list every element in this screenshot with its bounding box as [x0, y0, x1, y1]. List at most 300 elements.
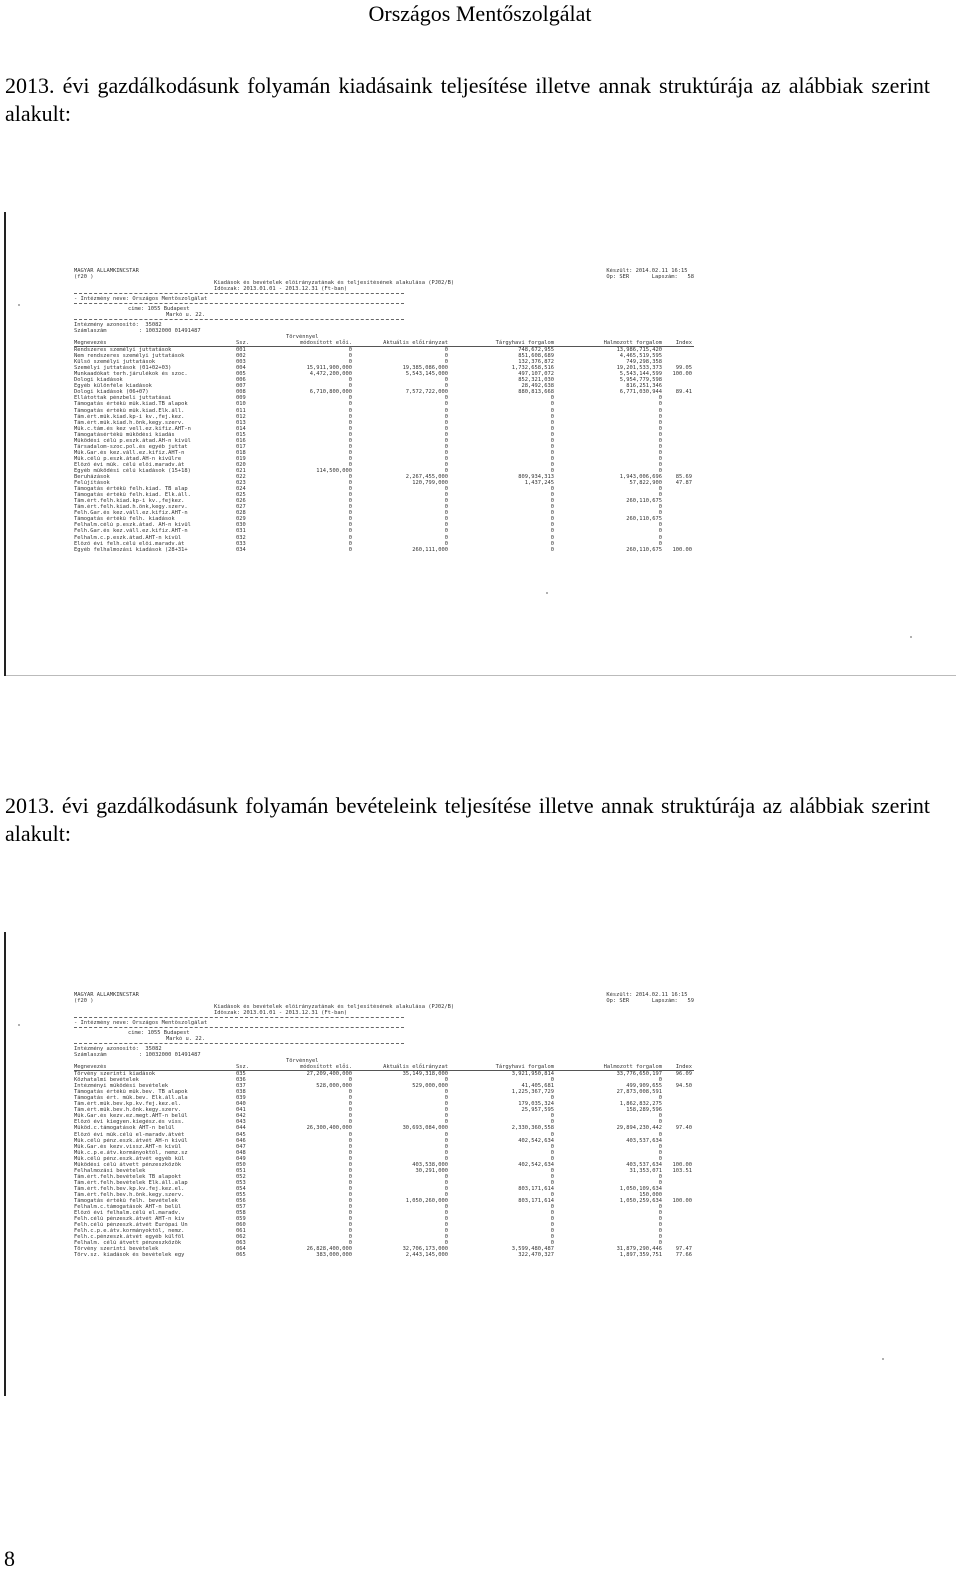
table-row — [74, 547, 694, 553]
table-cell: 1,050,109,634 — [619, 1185, 662, 1192]
table-cell: 0 — [348, 377, 352, 384]
table-cell: 0 — [444, 522, 448, 529]
table-cell: 057 — [236, 1204, 246, 1211]
table-cell: 0 — [348, 516, 352, 523]
table-cell: Támogatás értékű műk.bev. TB alapok — [74, 1089, 188, 1096]
table-cell: 0 — [658, 1222, 662, 1229]
table-cell: 97.40 — [675, 1125, 692, 1132]
scan-speck — [18, 1024, 20, 1026]
table-cell: 0 — [444, 461, 448, 468]
table-cell: 0 — [348, 492, 352, 499]
table-cell: 0 — [444, 1089, 448, 1096]
table-cell: 034 — [236, 546, 246, 553]
divider — [74, 1027, 404, 1028]
table-cell: 003 — [236, 359, 246, 366]
table-cell: 0 — [550, 516, 554, 523]
table-cell: 0 — [444, 395, 448, 402]
table-cell: 0 — [550, 443, 554, 450]
table-cell: 803,171,614 — [518, 1185, 554, 1192]
report-form: (f20 ) — [74, 998, 94, 1004]
scan-speck — [910, 636, 912, 638]
table-cell: 0 — [348, 455, 352, 462]
table-cell: 0 — [658, 486, 662, 493]
table-cell: 99.05 — [675, 365, 692, 372]
table-cell: 0 — [658, 522, 662, 529]
table-cell: 0 — [444, 516, 448, 523]
report-org: MAGYAR ÁLLAMKINCSTÁR — [74, 992, 139, 998]
table-cell: Támogatás értékű felh. kiadások — [74, 516, 175, 523]
table-cell: 060 — [236, 1222, 246, 1229]
table-cell: 0 — [444, 1143, 448, 1150]
table-cell: 57,822,900 — [629, 480, 662, 487]
table-cell: Támogatás értékű felh.kiad. TB alap — [74, 486, 188, 493]
report-address-line2: Markó u. 22. — [166, 1036, 205, 1042]
column-header: módosított elői. — [300, 340, 352, 346]
table-cell: 32,706,173,000 — [402, 1246, 448, 1253]
table-cell: 0 — [658, 395, 662, 402]
table-cell: Támogatás értékű felh. bevételek — [74, 1198, 178, 1205]
table-cell: Támogatásértékű működési kiadás — [74, 431, 175, 438]
report-op: Op: SER Lapszám: 58 — [606, 274, 694, 280]
table-cell: 2,330,360,558 — [511, 1125, 554, 1132]
table-cell: 0 — [444, 1222, 448, 1229]
report-institution: - Intézmény neve: Országos Mentőszolgálat — [74, 1020, 208, 1026]
table-cell: 010 — [236, 401, 246, 408]
table-cell: 0 — [348, 1149, 352, 1156]
table-cell: 021 — [236, 467, 246, 474]
table-cell: 0 — [444, 1216, 448, 1223]
table-cell: 96.09 — [675, 1071, 692, 1078]
table-cell: 0 — [550, 407, 554, 414]
table-cell: Felh.c.pénzeszk.átvét egyéb külföl — [74, 1234, 185, 1241]
table-cell: 3,921,950,814 — [511, 1071, 554, 1078]
table-cell: 3,599,480,487 — [511, 1246, 554, 1253]
table-cell: 0 — [444, 1228, 448, 1235]
table-cell: 0 — [348, 1137, 352, 1144]
table-cell: Rendszeres személyi juttatások — [74, 347, 172, 354]
table-cell: 0 — [348, 1089, 352, 1096]
table-cell: 052 — [236, 1173, 246, 1180]
report-meta — [606, 268, 694, 280]
table-cell: 47.87 — [675, 480, 692, 487]
table-cell: Tám.ért.felh.bev.kp.kv.fej.kez.el. — [74, 1185, 185, 1192]
table-cell: 042 — [236, 1113, 246, 1120]
table-cell: 0 — [348, 1234, 352, 1241]
table-cell: 4,472,200,000 — [309, 371, 352, 378]
table-cell: Felhalmozási bevételek — [74, 1167, 146, 1174]
table-cell: 114,500,000 — [316, 467, 352, 474]
column-header: Megnevezés — [74, 1064, 107, 1070]
report-title: Kiadások és bevételek előirányzatának és teljesítésének alakulása (PJ02/B) — [214, 280, 455, 286]
scan-speck — [882, 1358, 884, 1360]
table-cell: 0 — [550, 431, 554, 438]
table-cell: 0 — [550, 1210, 554, 1217]
table-cell: 017 — [236, 443, 246, 450]
table-cell: Működési célú átvett pénzeszközök — [74, 1161, 182, 1168]
table-cell: 0 — [348, 1216, 352, 1223]
table-cell: 0 — [348, 401, 352, 408]
table-cell: 0 — [348, 1161, 352, 1168]
table-cell: 0 — [444, 431, 448, 438]
table-cell: 0 — [658, 461, 662, 468]
table-cell: 0 — [444, 1077, 448, 1084]
table-cell: 0 — [444, 419, 448, 426]
table-cell: 0 — [550, 1155, 554, 1162]
table-cell: Felhalm. célú átvett pénzeszközök — [74, 1240, 182, 1247]
table-cell: 0 — [658, 1131, 662, 1138]
table-cell: 0 — [550, 1131, 554, 1138]
table-cell: 260,110,675 — [626, 516, 662, 523]
table-cell: Tám.ért.műk.kiad.h.önk,kegy.szerv. — [74, 419, 185, 426]
table-cell: 0 — [550, 437, 554, 444]
table-cell: 0 — [658, 1204, 662, 1211]
table-cell: 15,911,900,000 — [306, 365, 352, 372]
column-header: módosított elői. — [300, 1064, 352, 1070]
table-cell: 0 — [550, 1228, 554, 1235]
report-period: Időszak: 2013.01.01 - 2013.12.31 (Ft-ban) — [214, 286, 348, 292]
table-cell: 5,954,779,598 — [619, 377, 662, 384]
table-cell: Felújítások — [74, 480, 110, 487]
table-cell: 0 — [348, 1167, 352, 1174]
table-cell: 0 — [348, 1173, 352, 1180]
table-cell: 0 — [658, 437, 662, 444]
table-cell: 0 — [550, 1204, 554, 1211]
table-cell: Törvény szerinti bevételek — [74, 1246, 159, 1253]
table-cell: 0 — [550, 467, 554, 474]
table-cell: 35,149,318,000 — [402, 1071, 448, 1078]
table-cell: 0 — [658, 431, 662, 438]
table-cell: 497,107,072 — [518, 371, 554, 378]
table-cell: 880,813,668 — [518, 389, 554, 396]
table-cell: Felh.Gar.és kez.váll.ez.kifiz.ÁHT-n — [74, 528, 188, 535]
table-cell: Törv.sz. kiadások és bevételek egy — [74, 1252, 185, 1259]
table-cell: 058 — [236, 1210, 246, 1217]
table-cell: 6,771,030,944 — [619, 389, 662, 396]
table-cell: 28,492,638 — [521, 383, 554, 390]
table-cell: 100.00 — [672, 1161, 692, 1168]
table-cell: 132,376,872 — [518, 359, 554, 366]
table-cell: Tám.ért.műk.bev.kp.kv.fej.kez.el. — [74, 1101, 182, 1108]
table-cell: Felh.célú pénzeszk.átvét ÁHT-n kív — [74, 1216, 185, 1223]
table-cell: 018 — [236, 449, 246, 456]
table-cell: 019 — [236, 455, 246, 462]
report-op: Op: SER Lapszám: 59 — [606, 998, 694, 1004]
table-cell: Nem rendszeres személyi juttatások — [74, 353, 185, 360]
table-cell: 0 — [348, 347, 352, 354]
table-cell: 0 — [348, 1228, 352, 1235]
table-cell: Beruházások — [74, 474, 110, 481]
table-cell: Műk.c.tám.és kez vell.ez.kifiz.ÁHT-n — [74, 425, 191, 432]
table-cell: 19,201,533,373 — [616, 365, 662, 372]
table-cell: 0 — [444, 1131, 448, 1138]
table-cell: 1,050,260,000 — [405, 1198, 448, 1205]
table-cell: 0 — [348, 1131, 352, 1138]
table-cell: 77.66 — [675, 1252, 692, 1259]
table-cell: 0 — [444, 492, 448, 499]
table-cell: 41,405,681 — [521, 1083, 554, 1090]
table-cell: 0 — [444, 467, 448, 474]
table-cell: 0 — [444, 486, 448, 493]
table-cell: 050 — [236, 1161, 246, 1168]
table-cell: 0 — [348, 528, 352, 535]
table-cell: 1,050,259,634 — [619, 1198, 662, 1205]
table-cell: 30,693,084,000 — [402, 1125, 448, 1132]
table-cell: Tám.ért.műk.bev.h.önk.kegy.szerv. — [74, 1107, 182, 1114]
table-cell: 0 — [444, 1191, 448, 1198]
table-cell: Támogatás értékű műk.kiad.Elk.áll. — [74, 407, 185, 414]
table-cell: 0 — [348, 1155, 352, 1162]
report-org: MAGYAR ÁLLAMKINCSTÁR — [74, 268, 139, 274]
table-cell: 1,943,006,696 — [619, 474, 662, 481]
table-cell: 0 — [348, 1113, 352, 1120]
table-cell: 0 — [444, 498, 448, 505]
table-cell: 0 — [444, 1155, 448, 1162]
table-cell: 049 — [236, 1155, 246, 1162]
table-cell: 0 — [658, 1077, 662, 1084]
table-cell: 179,035,324 — [518, 1101, 554, 1108]
table-cell: 0 — [348, 1077, 352, 1084]
table-cell: 0 — [658, 504, 662, 511]
table-cell: 0 — [658, 1113, 662, 1120]
table-cell: Felhalm.célú p.eszk.átad. ÁH-n kívül — [74, 522, 191, 529]
table-cell: 014 — [236, 425, 246, 432]
table-cell: Támogatás értékű felh.kiad. Elk.áll. — [74, 492, 191, 499]
table-cell: 150,000 — [639, 1191, 662, 1198]
table-cell: 0 — [658, 1173, 662, 1180]
report-table-body — [74, 347, 694, 553]
table-cell: 499,909,655 — [626, 1083, 662, 1090]
report-meta — [606, 992, 694, 1004]
table-cell: Támogatás értékű műk.kiad.TB alapok — [74, 401, 188, 408]
table-cell: Törvény szerinti kiadások — [74, 1071, 156, 1078]
table-cell: 031 — [236, 528, 246, 535]
scanned-report-expenditures — [4, 212, 956, 676]
table-cell: 0 — [550, 1149, 554, 1156]
table-cell: 065 — [236, 1252, 246, 1259]
table-cell: 054 — [236, 1185, 246, 1192]
column-header: Ssz. — [236, 1064, 249, 1070]
table-cell: 26,300,400,000 — [306, 1125, 352, 1132]
table-cell: 158,289,596 — [626, 1107, 662, 1114]
table-cell: 0 — [444, 540, 448, 547]
table-cell: Előző évi műk. célú elői.maradv.át — [74, 461, 185, 468]
table-cell: 0 — [444, 1173, 448, 1180]
table-cell: 0 — [658, 1240, 662, 1247]
table-cell: 0 — [658, 510, 662, 517]
table-cell: Egyéb különféle kiadások — [74, 383, 152, 390]
table-cell: 046 — [236, 1137, 246, 1144]
table-cell: 383,000,000 — [316, 1252, 352, 1259]
table-cell: 020 — [236, 461, 246, 468]
table-cell: 0 — [550, 486, 554, 493]
report-institution: - Intézmény neve: Országos Mentőszolgálat — [74, 296, 208, 302]
report-institution-id: Intézmény azonosító: 35082 — [74, 322, 162, 328]
table-cell: 0 — [550, 1167, 554, 1174]
table-cell: 033 — [236, 540, 246, 547]
table-cell: 044 — [236, 1125, 246, 1132]
column-header: Megnevezés — [74, 340, 107, 346]
table-cell: 0 — [348, 504, 352, 511]
column-header-top: Törvénnyel — [286, 1058, 319, 1064]
table-cell: 89.41 — [675, 389, 692, 396]
table-cell: 1,862,832,275 — [619, 1101, 662, 1108]
scan-speck — [18, 304, 20, 306]
table-cell: 012 — [236, 413, 246, 420]
table-cell: 260,110,675 — [626, 546, 662, 553]
table-cell: 0 — [658, 1179, 662, 1186]
table-cell: 0 — [444, 1204, 448, 1211]
table-cell: 0 — [444, 353, 448, 360]
table-cell: 0 — [444, 510, 448, 517]
table-cell: 024 — [236, 486, 246, 493]
table-cell: 059 — [236, 1216, 246, 1223]
table-header — [74, 1064, 694, 1071]
table-cell: Külső személyi juttatások — [74, 359, 156, 366]
table-cell: Munkaadókat terh.járulékok és szoc. — [74, 371, 188, 378]
report-table-body — [74, 1071, 694, 1258]
column-header: Ssz. — [236, 340, 249, 346]
page-number: 8 — [4, 1546, 15, 1571]
table-cell: Tám.ért.felh.kiad.h.önk,kegy.szerv. — [74, 504, 188, 511]
table-cell: 0 — [348, 1095, 352, 1102]
table-cell: 0 — [658, 467, 662, 474]
table-cell: 27,209,400,000 — [306, 1071, 352, 1078]
table-cell: 0 — [348, 395, 352, 402]
table-cell: 29,894,230,442 — [616, 1125, 662, 1132]
table-cell: 0 — [444, 437, 448, 444]
table-cell: 040 — [236, 1101, 246, 1108]
table-row — [74, 1252, 694, 1258]
table-cell: Működ.c.támogatások ÁHT-n belül — [74, 1125, 175, 1132]
table-cell: 0 — [444, 425, 448, 432]
table-cell: 0 — [348, 1210, 352, 1217]
table-cell: 0 — [550, 498, 554, 505]
table-cell: 0 — [444, 1119, 448, 1126]
table-cell: 403,538,000 — [412, 1161, 448, 1168]
table-cell: 0 — [444, 1101, 448, 1108]
table-cell: Működési célú p.eszk.átad.ÁH-n kívül — [74, 437, 191, 444]
table-cell: 0 — [658, 455, 662, 462]
table-cell: 0 — [444, 449, 448, 456]
report-address-line1: cime: 1055 Budapest — [128, 306, 190, 312]
table-cell: 0 — [348, 1101, 352, 1108]
section-revenue-intro: 2013. évi gazdálkodásunk folyamán bevételeink teljesítése illetve annak struktúrája az alábbiak szerint alakult: — [5, 793, 930, 846]
table-cell: Felh.Gar.és kez.váll.ez.kifiz.ÁHT-n — [74, 510, 188, 517]
table-cell: Felh.célú pénzeszk.átvét Európai Un — [74, 1222, 188, 1229]
table-cell: 055 — [236, 1191, 246, 1198]
table-cell: 0 — [348, 425, 352, 432]
table-cell: 051 — [236, 1167, 246, 1174]
table-cell: 029 — [236, 516, 246, 523]
table-cell: 036 — [236, 1077, 246, 1084]
table-cell: 0 — [444, 377, 448, 384]
report-period: Időszak: 2013.01.01 - 2013.12.31 (Ft-ban) — [214, 1010, 348, 1016]
table-cell: 97.47 — [675, 1246, 692, 1253]
report-created: Készült: 2014.02.11 16:15 — [606, 268, 688, 274]
table-cell: 0 — [348, 480, 352, 487]
table-cell: 0 — [550, 1113, 554, 1120]
table-cell: 039 — [236, 1095, 246, 1102]
table-cell: 0 — [658, 534, 662, 541]
table-cell: 0 — [550, 540, 554, 547]
table-cell: 035 — [236, 1071, 246, 1078]
table-cell: 0 — [348, 383, 352, 390]
table-cell: 028 — [236, 510, 246, 517]
table-cell: 0 — [444, 443, 448, 450]
table-cell: 0 — [658, 1095, 662, 1102]
table-cell: 0 — [550, 1191, 554, 1198]
table-cell: 0 — [658, 401, 662, 408]
table-cell: 260,110,675 — [626, 498, 662, 505]
report-address-line2: Markó u. 22. — [166, 312, 205, 318]
table-cell: 038 — [236, 1089, 246, 1096]
table-cell: Műk.c.p.e.átv.kormányoktól, nemz.sz — [74, 1149, 188, 1156]
table-cell: Közhatalmi bevételek — [74, 1077, 139, 1084]
column-header: Index — [675, 340, 692, 346]
table-cell: 0 — [550, 1240, 554, 1247]
table-cell: 062 — [236, 1234, 246, 1241]
table-cell: 0 — [348, 1204, 352, 1211]
table-cell: 0 — [550, 425, 554, 432]
table-cell: 0 — [550, 419, 554, 426]
table-cell: Előző évi felh.célú elői.maradv.át — [74, 540, 185, 547]
table-cell: 0 — [550, 1222, 554, 1229]
table-cell: 260,111,000 — [412, 546, 448, 553]
divider — [74, 1043, 404, 1044]
table-cell: 0 — [444, 504, 448, 511]
table-cell: 6,710,800,000 — [309, 389, 352, 396]
table-cell: 0 — [444, 1234, 448, 1241]
table-cell: Felhalm.c.p.eszk.átad.ÁHT-n kívül — [74, 534, 182, 541]
report-title: Kiadások és bevételek előirányzatának és teljesítésének alakulása (PJ02/B) — [214, 1004, 455, 1010]
table-cell: 1,732,658,516 — [511, 365, 554, 372]
table-cell: 027 — [236, 504, 246, 511]
table-cell: 103.51 — [672, 1167, 692, 1174]
table-cell: 100.00 — [672, 546, 692, 553]
table-cell: 528,000,000 — [316, 1083, 352, 1090]
table-cell: 0 — [348, 1240, 352, 1247]
table-cell: 851,608,689 — [518, 353, 554, 360]
table-cell: 025 — [236, 492, 246, 499]
table-cell: 1,897,359,751 — [619, 1252, 662, 1259]
table-cell: 005 — [236, 371, 246, 378]
table-cell: 748,672,955 — [518, 347, 554, 354]
table-cell: 0 — [658, 1216, 662, 1223]
table-cell: 0 — [550, 546, 554, 553]
table-cell: 0 — [348, 449, 352, 456]
table-cell: 852,321,030 — [518, 377, 554, 384]
table-cell: 809,934,313 — [518, 474, 554, 481]
table-cell: 0 — [550, 504, 554, 511]
table-cell: 015 — [236, 431, 246, 438]
table-cell: Dologi kiadások (06+07) — [74, 389, 149, 396]
table-cell: 322,470,327 — [518, 1252, 554, 1259]
table-cell: 053 — [236, 1179, 246, 1186]
table-cell: 403,537,634 — [626, 1161, 662, 1168]
table-cell: 007 — [236, 383, 246, 390]
table-cell: 011 — [236, 407, 246, 414]
table-cell: Előző évi felhalm.célú el.maradv. — [74, 1210, 182, 1217]
table-cell: 0 — [658, 1143, 662, 1150]
table-cell: 0 — [658, 528, 662, 535]
table-cell: 0 — [658, 1228, 662, 1235]
table-cell: 0 — [348, 534, 352, 541]
table-cell: 120,799,000 — [412, 480, 448, 487]
table-cell: 0 — [550, 449, 554, 456]
table-cell: 0 — [550, 1143, 554, 1150]
table-cell: 749,298,358 — [626, 359, 662, 366]
table-cell: Intézményi működési bevételek — [74, 1083, 169, 1090]
